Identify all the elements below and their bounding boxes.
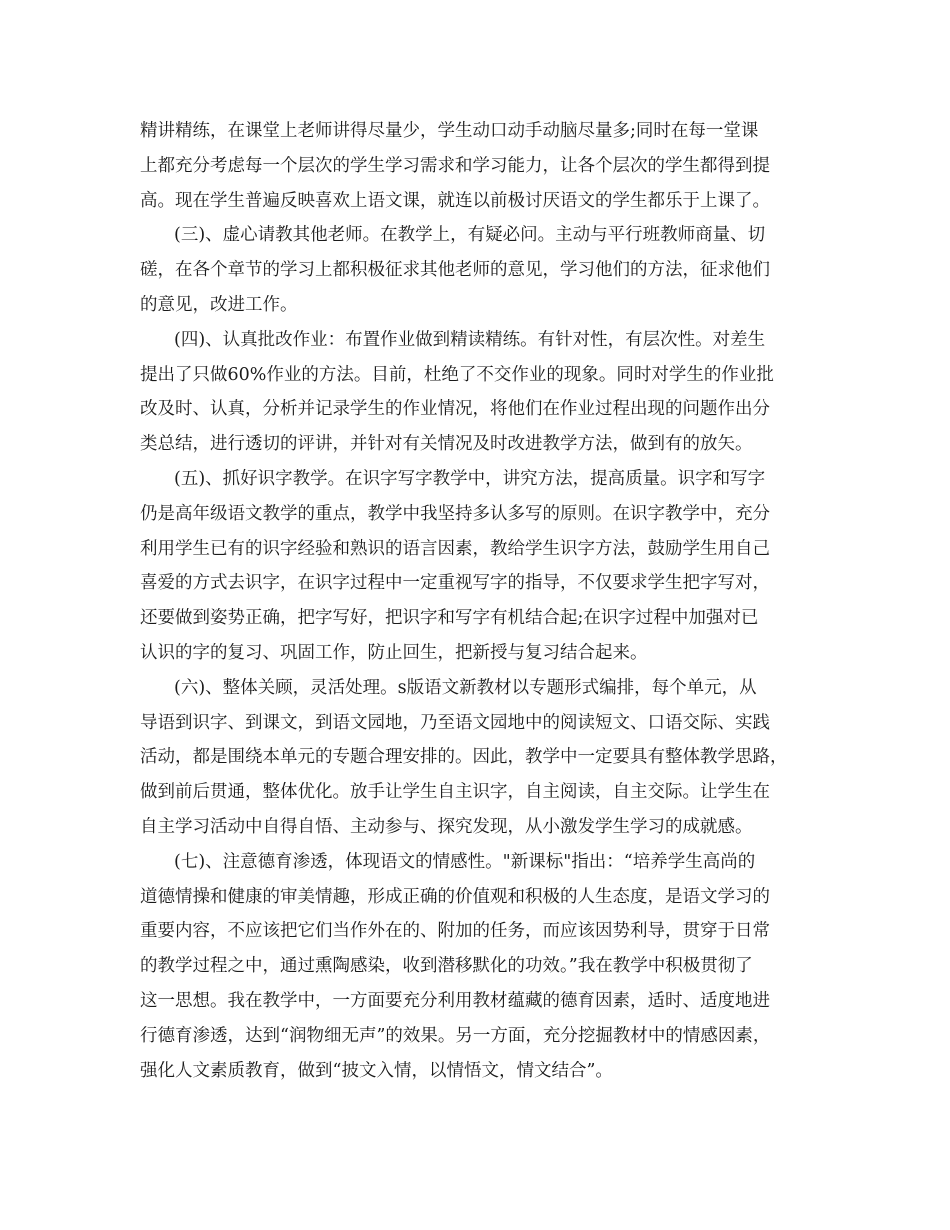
text-line: 改及时、认真，分析并记录学生的作业情况，将他们在作业过程出现的问题作出分 [140, 399, 770, 420]
text-line: 提出了只做60%作业的方法。目前，杜绝了不交作业的现象。同时对学生的作业批 [140, 364, 774, 385]
text-line: 上都充分考虑每一个层次的学生学习需求和学习能力，让各个层次的学生都得到提 [140, 155, 770, 176]
text-line: 强化人文素质教育，做到“披文入情，以情悟文，情文结合”。 [140, 1060, 613, 1081]
paragraph-first-line: (七)、注意德育渗透，体现语文的情感性。"新课标"指出：“培养学生高尚的 [174, 851, 756, 872]
text-line: 精讲精练，在课堂上老师讲得尽量少，学生动口动手动脑尽量多;同时在每一堂课 [140, 121, 759, 141]
document-body [140, 114, 820, 1088]
paragraph-first-line: (三)、虚心请教其他老师。在教学上，有疑必问。主动与平行班教师商量、切 [174, 225, 766, 246]
text-line: 导语到识字、到课文，到语文园地，乃至语文园地中的阅读短文、口语交际、实践 [140, 712, 770, 733]
text-line: 这一思想。我在教学中，一方面要充分利用教材蕴藏的德育因素，适时、适度地进 [140, 990, 770, 1011]
text-line: 活动，都是围绕本单元的专题合理安排的。因此，教学中一定要具有整体教学思路， [140, 747, 788, 768]
text-line: 利用学生已有的识字经验和熟识的语言因素，教给学生识字方法，鼓励学生用自己 [140, 538, 770, 559]
text-line: 行德育渗透，达到“润物细无声”的效果。另一方面，充分挖掘教材中的情感因素， [140, 1025, 771, 1046]
text-line: 类总结，进行透切的评讲，并针对有关情况及时改进教学方法，做到有的放矢。 [140, 434, 753, 455]
text-line: 仍是高年级语文教学的重点，教学中我坚持多认多写的原则。在识字教学中，充分 [140, 503, 770, 524]
text-line: 的意见，改进工作。 [140, 294, 298, 315]
text-line: 认识的字的复习、巩固工作，防止回生，把新授与复习结合起来。 [140, 642, 648, 663]
text-line: 还要做到姿势正确，把字写好，把识字和写字有机结合起;在识字过程中加强对已 [140, 608, 759, 629]
text-line: 磋，在各个章节的学习上都积极征求其他老师的意见，学习他们的方法，征求他们 [140, 260, 770, 281]
text-line: 的教学过程之中，通过熏陶感染，收到潜移默化的功效。”我在教学中积极贯彻了 [140, 956, 753, 977]
text-line: 喜爱的方式去识字，在识字过程中一定重视写字的指导，不仅要求学生把字写对， [140, 573, 770, 594]
text-line: 道德情操和健康的审美情趣，形成正确的价值观和积极的人生态度，是语文学习的 [140, 886, 770, 907]
text-line: 做到前后贯通，整体优化。放手让学生自主识字，自主阅读，自主交际。让学生在 [140, 782, 770, 803]
text-line: 重要内容，不应该把它们当作外在的、附加的任务，而应该因势利导，贯穿于日常 [140, 921, 770, 942]
text-line: 自主学习活动中自得自悟、主动参与、探究发现，从小激发学生学习的成就感。 [140, 816, 753, 837]
paragraph-first-line: (四)、认真批改作业：布置作业做到精读精练。有针对性，有层次性。对差生 [174, 329, 766, 350]
paragraph-first-line: (六)、整体关顾，灵活处理。s版语文新教材以专题形式编排，每个单元，从 [174, 677, 757, 698]
text-line: 高。现在学生普遍反映喜欢上语文课，就连以前极讨厌语文的学生都乐于上课了。 [140, 190, 770, 211]
paragraph-first-line: (五)、抓好识字教学。在识字写字教学中，讲究方法，提高质量。识字和写字 [174, 468, 766, 489]
